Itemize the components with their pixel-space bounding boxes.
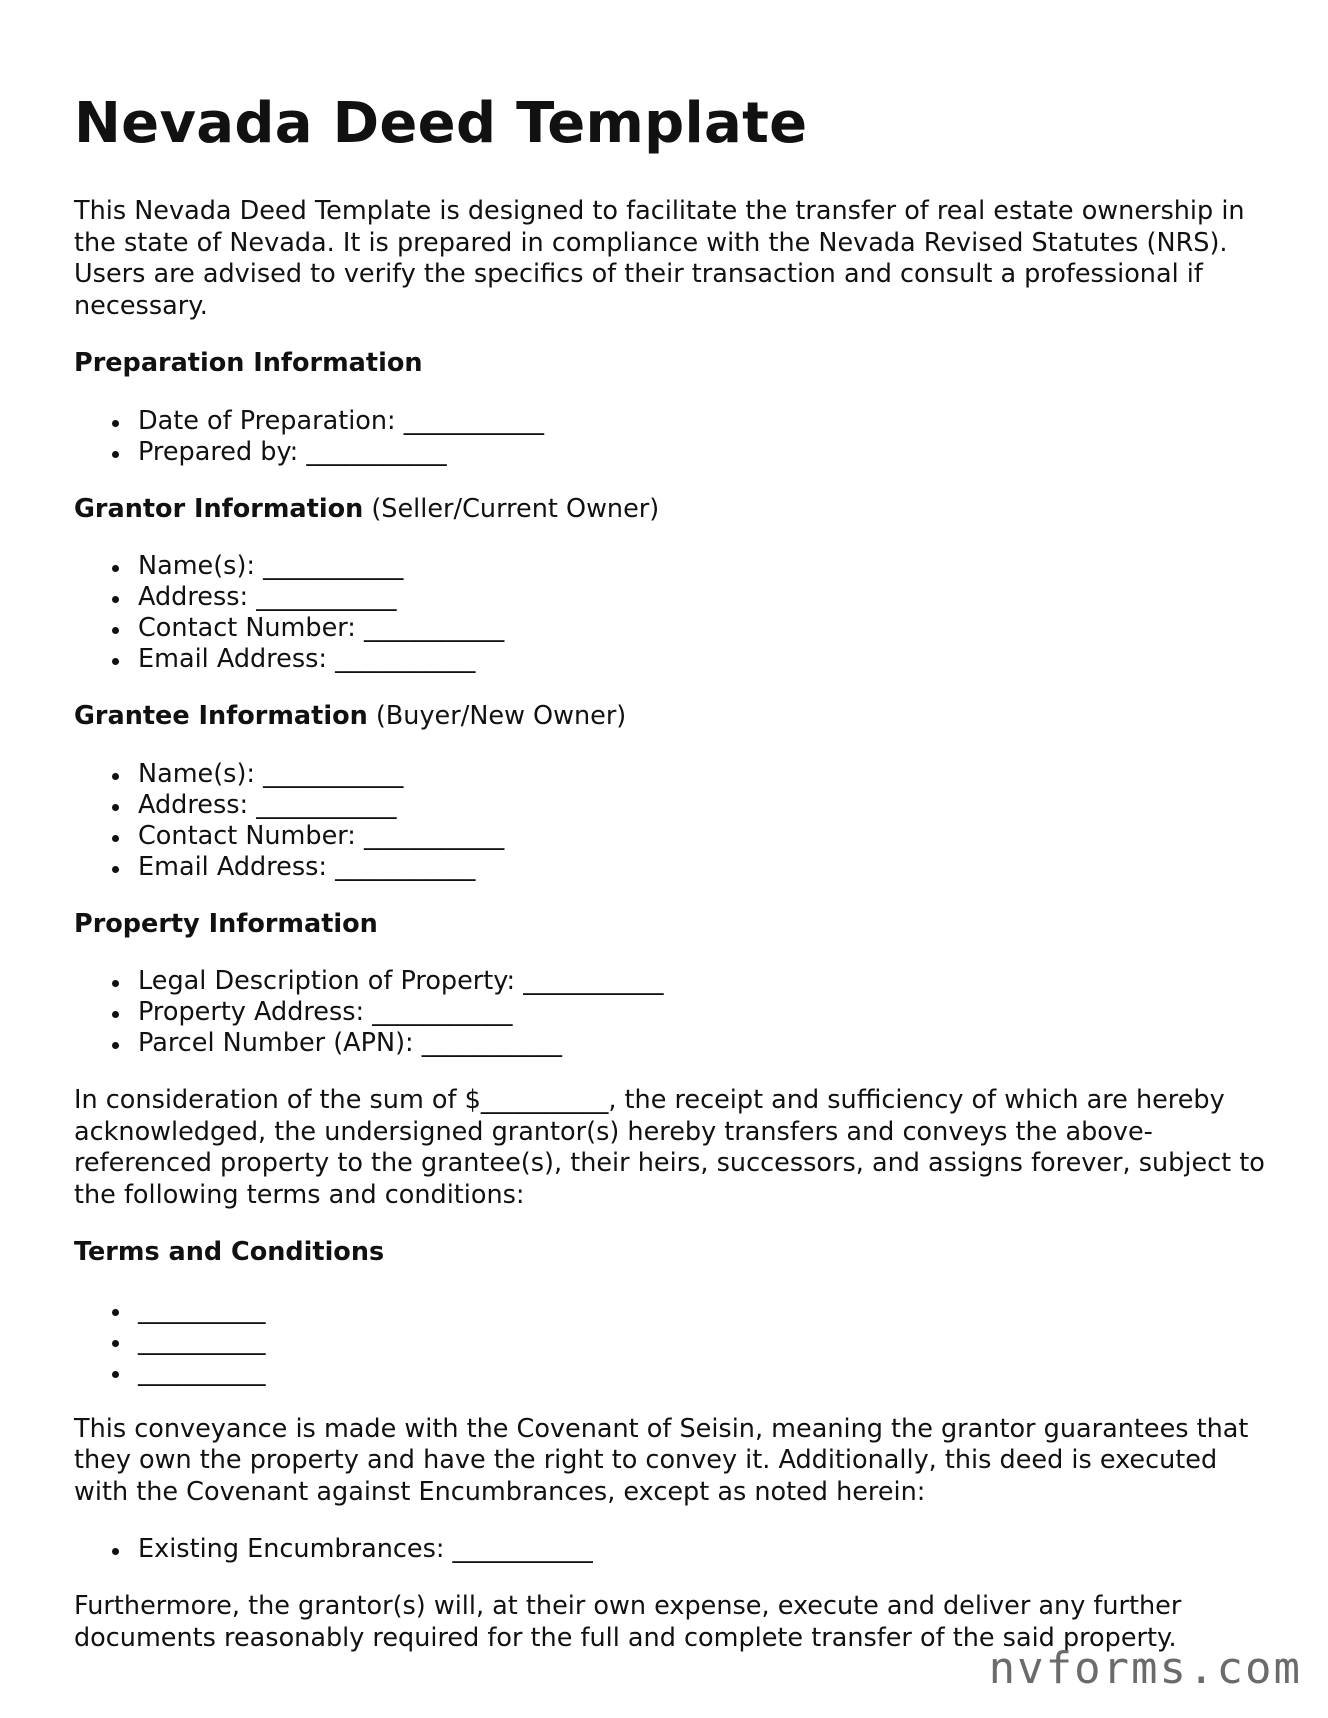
list-item: Legal Description of Property: ___________ — [138, 966, 1274, 997]
list-item: Property Address: ___________ — [138, 997, 1274, 1028]
section-heading-preparation — [74, 348, 1274, 380]
document-page — [74, 90, 1274, 1680]
list-item: Name(s): ___________ — [138, 759, 1274, 790]
list-item: Existing Encumbrances: ___________ — [138, 1534, 1274, 1565]
section-heading-label: Terms and Conditions — [74, 1237, 385, 1267]
list-item: Name(s): ___________ — [138, 551, 1274, 582]
list-item: Date of Preparation: ___________ — [138, 406, 1274, 437]
list-item: __________ — [138, 1357, 1274, 1388]
grantor-list — [74, 551, 1274, 675]
list-item: Contact Number: ___________ — [138, 821, 1274, 852]
furthermore-paragraph: Furthermore, the grantor(s) will, at their own expense, execute and deliver any further documents reasonably required for the full and complete transfer of the said property. — [74, 1591, 1182, 1653]
list-item: __________ — [138, 1326, 1274, 1357]
grantee-list — [74, 759, 1274, 883]
section-heading-note: (Seller/Current Owner) — [371, 493, 660, 524]
terms-list — [74, 1295, 1274, 1388]
consideration-paragraph: In consideration of the sum of $__________, the receipt and sufficiency of which are hereby acknowledged, the undersigned grantor(s) hereby transfers and conveys the above-referenced property to the grantee(s), their heirs, successors, and assigns forever, subject to the following terms and conditions: — [74, 1085, 1265, 1210]
covenant-paragraph: This conveyance is made with the Covenant of Seisin, meaning the grantor guarantees that they own the property and have the right to convey it. Additionally, this deed is executed with the Covenant against Encumbrances, except as noted herein: — [74, 1413, 1249, 1507]
list-item: Contact Number: ___________ — [138, 613, 1274, 644]
section-heading-grantor — [74, 494, 1274, 526]
list-item: Email Address: ___________ — [138, 852, 1274, 883]
encumbrances-list — [74, 1534, 1274, 1565]
section-heading-label: Preparation Information — [74, 348, 423, 378]
section-heading-note: (Buyer/New Owner) — [375, 701, 627, 731]
list-item: Address: ___________ — [138, 790, 1274, 821]
list-item: __________ — [138, 1295, 1274, 1326]
list-item: Email Address: ___________ — [138, 644, 1274, 675]
section-heading-terms — [74, 1237, 1274, 1269]
list-item: Prepared by: ___________ — [138, 437, 1274, 468]
list-item: Address: ___________ — [138, 582, 1274, 613]
section-heading-label: Grantee Information — [74, 701, 368, 731]
section-heading-property — [74, 909, 1274, 941]
section-heading-grantee — [74, 701, 1274, 733]
preparation-list — [74, 406, 1274, 468]
section-heading-label: Grantor Information — [74, 493, 364, 524]
property-list — [74, 966, 1274, 1059]
section-heading-label: Property Information — [74, 908, 378, 939]
list-item: Parcel Number (APN): ___________ — [138, 1028, 1274, 1059]
intro-paragraph: This Nevada Deed Template is designed to facilitate the transfer of real estate ownership in the state of Nevada. It is prepared in compliance with the Nevada Revised Statutes (NRS). Users are advised to verify the specifics of their transaction and consult a professional if necessary. — [74, 196, 1245, 321]
page-title: Nevada Deed Template — [74, 91, 808, 156]
watermark: nvforms.com — [988, 1643, 1302, 1694]
